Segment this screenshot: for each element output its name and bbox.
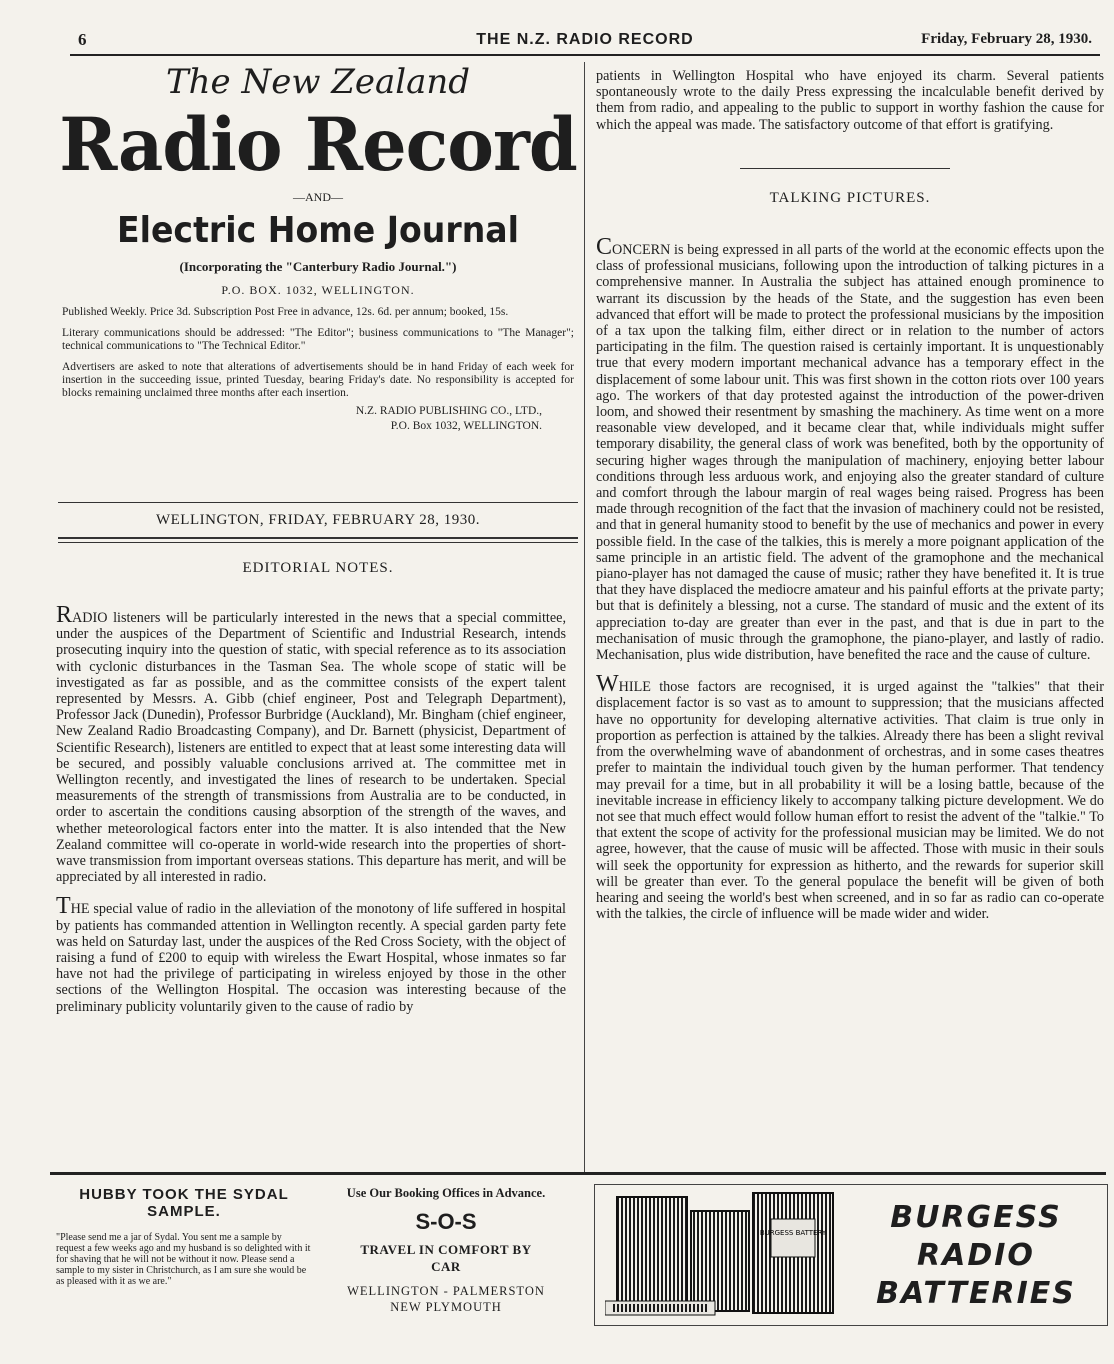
sos-route-2: NEW PLYMOUTH xyxy=(390,1300,502,1314)
divider xyxy=(58,542,578,543)
battery-base-stripes xyxy=(613,1304,707,1312)
divider xyxy=(58,502,578,503)
masthead-po-box: P.O. BOX. 1032, WELLINGTON. xyxy=(221,283,415,297)
publisher-line2: P.O. Box 1032, WELLINGTON. xyxy=(390,420,542,432)
sos-name: S-O-S xyxy=(415,1209,477,1234)
divider xyxy=(740,168,950,169)
masthead-incorporating: (Incorporating the "Canterbury Radio Journal.") xyxy=(179,259,457,274)
drop-cap: W xyxy=(596,671,619,698)
battery-illustration xyxy=(605,1189,845,1319)
notice-communications: Literary communications should be addressed: "The Editor"; business communications to "The Manager"; technical communications to "The Technical Editor." xyxy=(62,327,574,352)
column-divider xyxy=(584,62,585,1172)
burgess-ad xyxy=(594,1184,1108,1326)
sydal-headline: HUBBY TOOK THE SYDAL SAMPLE. xyxy=(79,1186,289,1220)
battery-label: BURGESS BATTERY xyxy=(759,1229,827,1237)
burgess-line2: RADIO xyxy=(917,1238,1035,1273)
battery-2 xyxy=(691,1211,749,1311)
masthead-and: —AND— xyxy=(293,190,343,204)
masthead xyxy=(58,62,578,434)
masthead-title: Radio Record xyxy=(59,100,577,189)
editorial-paragraph-1: RADIO listeners will be particularly interested in the news that a special committee, under the auspices of the Department of Scientific and Industrial Research, intends prosecuting inquiry into the question of static, with special reference as to its association with cyclonic disturbances in the Tasman Sea. The whole scope of static will be investigated as far as possible, and as the committee consists of the expert talent represented by Messrs. A. Gibb (chief engineer, Post and Telegraph Department), Professor Jack (Dunedin), Professor Burbridge (Auckland), Mr. Bingham (chief engineer, New Zealand Radio Broadcasting Company), and Dr. Barnett (physicist, Department of Scientific Research), listeners are entitled to expect that at least some interesting data will be secured, and possibly valuable conclusions arrived at. The committee met in Wellington recently, and investigated the lines of research to be undertaken. Special measurements of the strength of transmissions from Australia are to be conducted, in order to ascertain the conditions causing absorption of the strength of the waves, and whether meteorological factors enter into the matter. It is also intended that the New Zealand committee will co-operate in world-wide research into the properties of short-wave transmission from important overseas stations. This departure has merit, and will be appreciated by all interested in radio. xyxy=(56,602,566,886)
running-header xyxy=(70,28,1100,56)
page-number: 6 xyxy=(78,30,87,49)
sos-booking-note: Use Our Booking Offices in Advance. xyxy=(346,1186,546,1200)
publisher-line1: N.Z. RADIO PUBLISHING CO., LTD., xyxy=(355,405,542,417)
editorial-column xyxy=(56,602,566,1029)
talking-paragraph-1: CONCERN is being expressed in all parts of the world at the economic effects upon the class of professional musicians, following upon the introduction of talking pictures in a comprehensive manner. In Australia the subject has attained enough prominence to warrant its discussion by the heads of the State, and the suggestion has even been advanced that effort will be made to protect the professional musicians by the imposition of a tax upon the talking film, either direct or in relation to the number of actors participating in the film. The question raised is certainly important. It is unquestionably true that every modern important mechanical advance has a temporary effect in the displacement of some labour unit. This was first shown in the cotton riots over 100 years ago. The workers of that day protested against the introduction of the power-driven loom, and showed their resentment by smashing the machinery. As time went on a more reasonable view developed, and it became clear that, while individuals might suffer temporary disability, the general class of work was benefited, both by the opportunity of securing higher wages through the manipulation of machinery, enjoying better labour conditions through less arduous work, and enjoying also the greater standard of culture and comfort through the labour margin of real wages being raised. Progress has been made through recognition of the fact that the invasion of machinery could not be resisted, and that in general humanity stood to benefit by the use of mechanics and power in every possible field. In the case of the talkies, this is merely a more poignant application of the same principle in an artistic field. The advent of the gramophone and the mechanical piano-player has not damaged the cause of music; rather they have benefited it. It is true that they have displaced the mediocre amateur and his painful efforts at the private party; but that is definitely a blessing, not a curse. The standard of music and the extent of its appreciation to-day are greater than ever in the past, and that is due in part to the mechanisation of music through the gramophone, the piano-player, and lastly of radio. Mechanisation, plus wide distribution, have benefited the race and the cause of culture. xyxy=(596,234,1104,664)
burgess-line1: BURGESS xyxy=(890,1200,1062,1235)
editorial-continuation xyxy=(596,68,1104,147)
dateline: WELLINGTON, FRIDAY, FEBRUARY 28, 1930. xyxy=(155,512,481,528)
sos-ad xyxy=(314,1186,578,1315)
burgess-line3: BATTERIES xyxy=(876,1276,1076,1311)
drop-cap: T xyxy=(56,893,71,920)
sos-tagline-2: CAR xyxy=(431,1259,461,1274)
editorial-heading: EDITORIAL NOTES. xyxy=(242,560,394,576)
sos-tagline-1: TRAVEL IN COMFORT BY xyxy=(360,1242,532,1257)
sos-route-1: WELLINGTON - PALMERSTON xyxy=(347,1284,545,1298)
talking-paragraph-2: WHILE those factors are recognised, it is urged against the "talkies" that their displacement factor is so vast as to amount to suppression; that the musicians affected have no opportunity for developing alternative activities. That claim is true only in proportion as perfection is attained by the talkies. Already there has been a slight revival from the overwhelming wave of abandonment of orchestras, and in some cases theatres prefer to maintain the individual touch given by the human performer. That tendency may prevail for a time, but in all probability it will be a losing battle, because of the inevitable increase in efficiency likely to accompany talking picture development. We do not see that much effect would follow human effort to resist the advent of the "talkie." To that extent the scope of activity for the professional musician may be limited. We do not agree, however, that the cause of music will be affected. Those with music in their souls will seek the opportunity for expression as hitherto, and the rewards for superior skill will be greater than ever. To the general populace the benefit will be given of both hearing and seeing the world's best when screened, and in so far as radio can co-operate with the talkies, the circle of influence will be made wider and wider. xyxy=(596,671,1104,923)
notice-advertisers: Advertisers are asked to note that alterations of advertisements should be in hand Friday of each week for insertion in the succeeding issue, printed Tuesday, bearing Friday's date. No responsibility is accepted for blocks remaining unclaimed three months after each insertion. xyxy=(62,361,574,399)
editorial-paragraph-2-continued: patients in Wellington Hospital who have enjoyed its charm. Several patients spontaneously wrote to the daily Press expressing the incalculable benefit derived by them from radio, and appealing to the public to support in worthy fashion the cause for which the appeal was made. The satisfactory outcome of that effort is gratifying. xyxy=(596,68,1104,133)
battery-label-plate xyxy=(771,1219,815,1257)
burgess-slogan xyxy=(851,1199,1101,1313)
divider xyxy=(58,537,578,539)
masthead-line1: The New Zealand xyxy=(165,62,471,102)
battery-1 xyxy=(617,1197,687,1305)
sydal-ad xyxy=(56,1186,312,1287)
drop-cap: R xyxy=(56,602,73,628)
running-title: THE N.Z. RADIO RECORD xyxy=(476,31,694,48)
editorial-paragraph-2: THE special value of radio in the alleviation of the monotony of life suffered in hospital by patients has commanded attention in Wellington recently. A special garden party fete was held on Saturday last, under the auspices of the Red Cross Society, with the object of raising a fund of £200 to equip with wireless the Ewart Hospital, whose inmates so far have not had the privilege of participating in wireless enjoyed by those in the other sections of the Wellington Hospital. The occasion was interesting because of the preliminary publicity voluntarily given to the cause of radio by xyxy=(56,893,566,1015)
masthead-subtitle: Electric Home Journal xyxy=(116,210,520,251)
drop-cap: C xyxy=(596,234,613,260)
issue-date: Friday, February 28, 1930. xyxy=(921,31,1092,47)
ads-divider xyxy=(50,1172,1106,1175)
publisher xyxy=(58,404,578,434)
talking-pictures-column xyxy=(596,234,1104,936)
talking-pictures-heading: TALKING PICTURES. xyxy=(769,190,931,206)
sydal-testimonial: "Please send me a jar of Sydal. You sent me a sample by request a few weeks ago and my husband is so delighted with it for shaving that he will not be without it now. Please send a sample to my sister in Christchurch, as I am sure she would be as pleased with it as we are." xyxy=(56,1232,311,1287)
notice-subscription: Published Weekly. Price 3d. Subscription Post Free in advance, 12s. 6d. per annum; booked, 15s. xyxy=(62,306,509,318)
